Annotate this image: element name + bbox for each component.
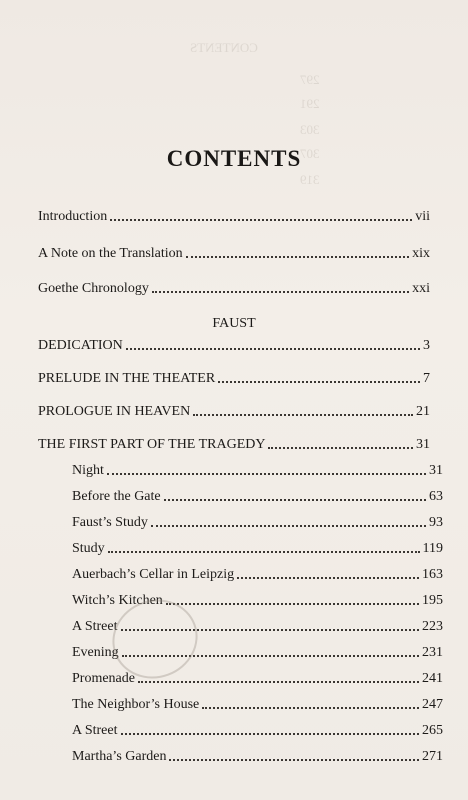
toc-entry-label: Witch’s Kitchen [72,593,163,608]
dot-leader [164,498,426,501]
toc-entry-prelude[interactable] [38,371,430,387]
toc-entry-page: 63 [429,489,443,504]
toc-entry-label: Before the Gate [72,489,161,504]
toc-subentry[interactable] [72,749,443,765]
dot-leader [218,380,420,383]
toc-subentry[interactable] [72,541,443,557]
toc-entry-page: 223 [422,619,443,634]
toc-entry-label: PROLOGUE IN HEAVEN [38,404,191,419]
toc-subentry[interactable] [72,593,443,609]
dot-leader [138,680,419,683]
toc-entry-label: PRELUDE IN THE THEATER [38,371,216,386]
toc-entry-label: Night [72,463,104,478]
toc-subentry[interactable] [72,723,443,739]
toc-entry-page: xix [412,246,430,261]
toc-entry-introduction[interactable] [38,209,430,225]
dot-leader [186,255,409,258]
toc-entry-page: 271 [422,749,443,764]
toc-subentry[interactable] [72,515,443,531]
toc-subentry[interactable] [72,671,443,687]
toc-subentry[interactable] [72,463,443,479]
dot-leader [169,758,419,761]
toc-entry-label: Study [72,541,105,556]
toc-entry-label: DEDICATION [38,338,123,353]
toc-entry-label: Auerbach’s Cellar in Leipzig [72,567,235,582]
dot-leader [151,524,426,527]
toc-entry-page: vii [415,209,430,224]
dot-leader [237,576,419,579]
toc-entry-translation-note[interactable] [38,246,430,262]
toc-entry-label: The Neighbor’s House [72,697,200,712]
toc-entry-page: 7 [423,371,430,386]
toc-entry-label: THE FIRST PART OF THE TRAGEDY [38,437,266,452]
dot-leader [202,706,419,709]
toc-entry-label: Faust’s Study [72,515,148,530]
toc-entry-page: xxi [412,281,430,296]
toc-entry-page: 241 [422,671,443,686]
toc-entry-label: Evening [72,645,119,660]
toc-entry-page: 163 [422,567,443,582]
toc-entry-label: A Note on the Translation [38,246,183,261]
toc-entry-label: Martha’s Garden [72,749,167,764]
toc-entry-label: Promenade [72,671,135,686]
toc-entry-label: A Street [72,619,118,634]
toc-entry-page: 31 [416,437,430,452]
toc-entry-label: Introduction [38,209,108,224]
toc-entry-page: 21 [416,404,430,419]
section-heading: FAUST [212,316,256,331]
toc-entry-label: A Street [72,723,118,738]
dot-leader [110,218,412,221]
dot-leader [166,602,419,605]
toc-entry-prologue[interactable] [38,404,430,420]
toc-subentry[interactable] [72,567,443,583]
toc-entry-label: Goethe Chronology [38,281,149,296]
toc-entry-page: 31 [429,463,443,478]
toc-entry-page: 93 [429,515,443,530]
page-title: CONTENTS [166,146,302,171]
toc-entry-page: 265 [422,723,443,738]
dot-leader [152,290,409,293]
toc-entry-page: 3 [423,338,430,353]
dot-leader [121,732,420,735]
toc-subentry[interactable] [72,489,443,505]
dot-leader [108,550,420,553]
dot-leader [126,347,420,350]
dot-leader [268,446,413,449]
toc-subentry[interactable] [72,697,443,713]
toc-entry-page: 247 [422,697,443,712]
dot-leader [193,413,413,416]
toc-entry-chronology[interactable] [38,281,430,297]
toc-entry-page: 231 [422,645,443,660]
toc-entry-page: 195 [422,593,443,608]
dot-leader [107,472,426,475]
show-through-texture: CONTENTS 297 291 303 307 319 [190,40,320,187]
toc-entry-page: 119 [422,541,443,556]
toc-entry-dedication[interactable] [38,338,430,354]
toc-entry-first-part[interactable] [38,437,430,453]
